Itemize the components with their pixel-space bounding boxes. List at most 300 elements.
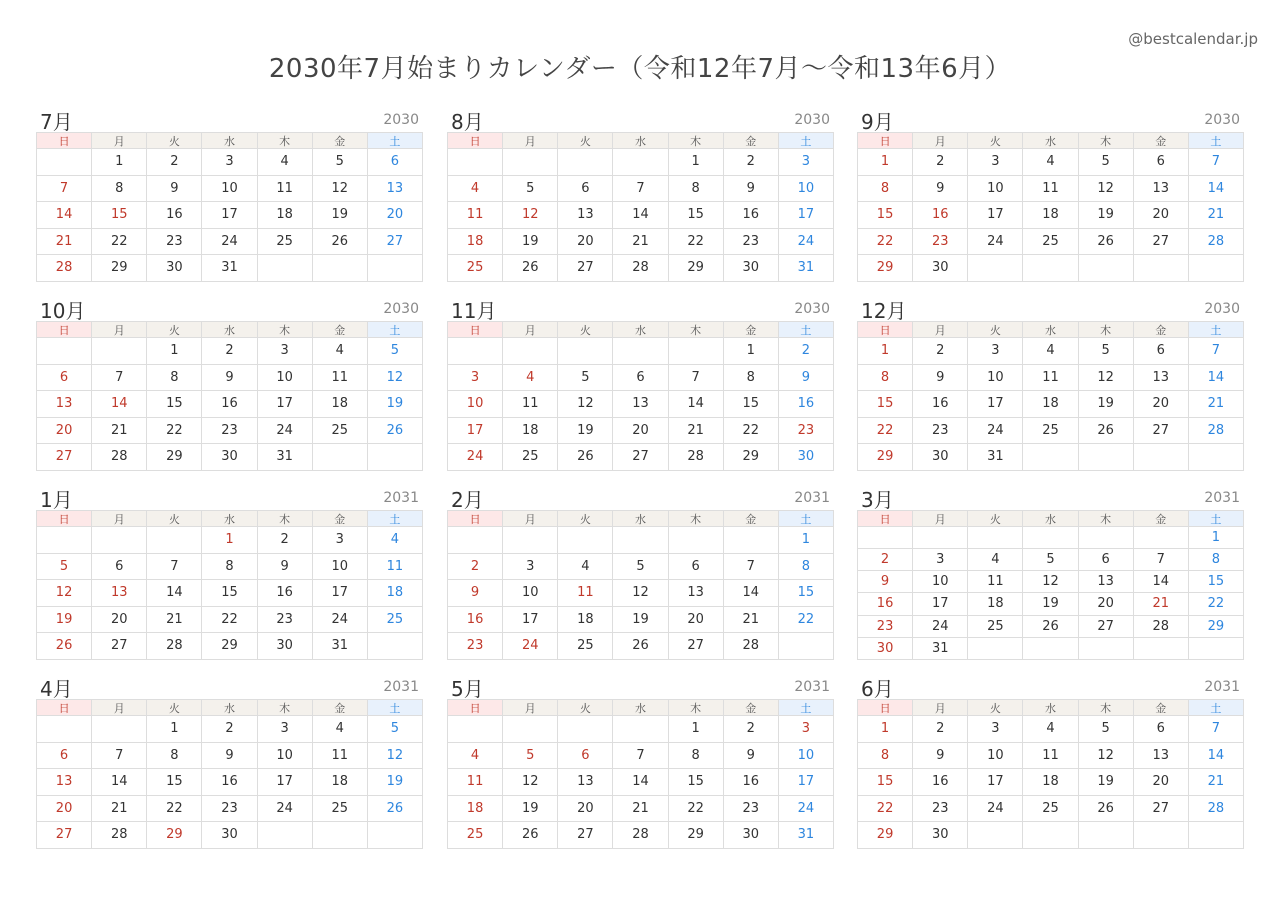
day-cell: 11 <box>257 176 312 203</box>
day-cell: 23 <box>723 229 778 256</box>
day-cell: 19 <box>502 229 557 256</box>
month-name: 5月 <box>451 677 484 701</box>
day-cell <box>967 638 1022 660</box>
day-cell: 19 <box>367 391 423 418</box>
month-block <box>857 293 1244 473</box>
day-cell: 16 <box>447 607 502 634</box>
week-row <box>36 743 423 770</box>
weekday-label: 月 <box>912 321 967 338</box>
week-row <box>857 822 1244 849</box>
day-cell: 18 <box>312 769 367 796</box>
day-cell: 14 <box>612 769 667 796</box>
week-row <box>36 796 423 823</box>
day-cell: 16 <box>201 769 256 796</box>
week-row <box>447 633 834 660</box>
day-cell: 6 <box>1133 716 1188 743</box>
day-cell: 3 <box>257 338 312 365</box>
week-row <box>36 554 423 581</box>
day-cell: 1 <box>668 716 723 743</box>
weekday-label: 土 <box>1188 510 1244 527</box>
day-cell: 30 <box>723 255 778 282</box>
day-cell: 13 <box>36 391 91 418</box>
weekday-label: 土 <box>778 132 834 149</box>
day-cell: 1 <box>668 149 723 176</box>
day-cell: 9 <box>201 743 256 770</box>
day-cell: 11 <box>367 554 423 581</box>
weekday-header <box>447 510 834 527</box>
day-cell <box>1022 638 1077 660</box>
day-cell: 30 <box>201 822 256 849</box>
day-cell: 18 <box>1022 769 1077 796</box>
weekday-label: 日 <box>447 132 502 149</box>
weekday-label: 金 <box>312 132 367 149</box>
day-cell: 16 <box>723 769 778 796</box>
day-cell <box>1188 255 1244 282</box>
day-cell: 13 <box>1078 571 1133 593</box>
day-cell: 13 <box>557 202 612 229</box>
day-cell: 3 <box>447 365 502 392</box>
weekday-label: 月 <box>912 132 967 149</box>
day-cell: 12 <box>612 580 667 607</box>
day-cell: 30 <box>912 444 967 471</box>
day-cell: 3 <box>967 149 1022 176</box>
day-cell: 31 <box>778 822 834 849</box>
weekday-label: 金 <box>1133 699 1188 716</box>
day-cell: 12 <box>557 391 612 418</box>
day-cell: 9 <box>723 743 778 770</box>
weekday-label: 水 <box>612 321 667 338</box>
day-cell: 25 <box>557 633 612 660</box>
day-cell: 18 <box>1022 391 1077 418</box>
weekday-label: 水 <box>1022 510 1077 527</box>
day-cell: 30 <box>146 255 201 282</box>
calendar-grid <box>36 104 1244 864</box>
day-cell: 23 <box>201 418 256 445</box>
month-name: 2月 <box>451 488 484 512</box>
week-row <box>857 616 1244 638</box>
weekday-label: 火 <box>557 132 612 149</box>
day-cell: 4 <box>1022 338 1077 365</box>
day-cell: 23 <box>912 418 967 445</box>
day-cell: 6 <box>36 365 91 392</box>
week-row <box>36 769 423 796</box>
day-cell <box>36 338 91 365</box>
month-name: 9月 <box>861 110 894 134</box>
day-cell: 10 <box>967 365 1022 392</box>
day-cell: 4 <box>1022 716 1077 743</box>
day-cell: 26 <box>1022 616 1077 638</box>
week-row <box>36 418 423 445</box>
month-name: 7月 <box>40 110 73 134</box>
day-cell: 6 <box>668 554 723 581</box>
day-cell: 11 <box>557 580 612 607</box>
day-cell: 31 <box>201 255 256 282</box>
day-cell <box>1188 638 1244 660</box>
day-cell: 17 <box>201 202 256 229</box>
weekday-label: 月 <box>91 699 146 716</box>
day-cell: 25 <box>447 255 502 282</box>
day-cell: 26 <box>612 633 667 660</box>
week-row <box>36 716 423 743</box>
day-cell: 10 <box>778 176 834 203</box>
day-cell: 15 <box>778 580 834 607</box>
day-cell: 24 <box>312 607 367 634</box>
day-cell: 26 <box>312 229 367 256</box>
day-cell: 14 <box>1188 743 1244 770</box>
weekday-label: 日 <box>447 699 502 716</box>
day-cell: 21 <box>91 796 146 823</box>
weekday-header <box>36 132 423 149</box>
month-header <box>36 104 423 132</box>
week-row <box>447 444 834 471</box>
day-cell <box>612 338 667 365</box>
day-cell: 26 <box>502 822 557 849</box>
day-cell: 15 <box>1188 571 1244 593</box>
day-cell: 26 <box>367 418 423 445</box>
day-cell: 17 <box>967 391 1022 418</box>
day-cell: 14 <box>146 580 201 607</box>
weekday-label: 月 <box>912 510 967 527</box>
day-cell: 7 <box>36 176 91 203</box>
day-cell <box>36 149 91 176</box>
day-cell: 5 <box>502 743 557 770</box>
day-cell: 12 <box>1078 365 1133 392</box>
day-cell: 3 <box>201 149 256 176</box>
weekday-header <box>857 132 1244 149</box>
day-cell: 13 <box>1133 176 1188 203</box>
week-row <box>36 365 423 392</box>
weekday-header <box>36 321 423 338</box>
day-cell: 3 <box>967 716 1022 743</box>
weekday-label: 水 <box>201 321 256 338</box>
day-cell: 9 <box>778 365 834 392</box>
day-cell: 28 <box>91 822 146 849</box>
day-cell: 10 <box>502 580 557 607</box>
day-cell: 4 <box>447 743 502 770</box>
day-cell: 14 <box>723 580 778 607</box>
day-cell: 2 <box>912 716 967 743</box>
weekday-label: 土 <box>778 699 834 716</box>
weekday-header <box>857 510 1244 527</box>
week-row <box>447 769 834 796</box>
week-row <box>36 255 423 282</box>
day-rows <box>857 149 1244 282</box>
day-cell: 11 <box>447 202 502 229</box>
day-cell: 6 <box>1133 149 1188 176</box>
day-cell: 24 <box>257 418 312 445</box>
day-cell: 29 <box>857 822 912 849</box>
day-cell: 21 <box>1188 769 1244 796</box>
day-cell: 20 <box>668 607 723 634</box>
day-cell: 13 <box>1133 743 1188 770</box>
day-cell: 28 <box>36 255 91 282</box>
day-rows <box>857 716 1244 849</box>
day-cell: 28 <box>612 255 667 282</box>
week-row <box>857 716 1244 743</box>
day-cell: 15 <box>723 391 778 418</box>
day-cell <box>1133 255 1188 282</box>
day-cell: 13 <box>557 769 612 796</box>
day-cell: 23 <box>912 796 967 823</box>
day-cell: 27 <box>1133 229 1188 256</box>
day-cell: 2 <box>201 716 256 743</box>
page-title: 2030年7月始まりカレンダー（令和12年7月〜令和13年6月） <box>268 54 1012 84</box>
day-cell <box>146 527 201 554</box>
day-cell: 4 <box>312 716 367 743</box>
weekday-label: 火 <box>146 321 201 338</box>
day-cell: 26 <box>1078 796 1133 823</box>
day-cell <box>447 527 502 554</box>
month-name: 11月 <box>451 299 497 323</box>
day-cell: 26 <box>367 796 423 823</box>
day-cell: 16 <box>257 580 312 607</box>
day-cell <box>1022 527 1077 549</box>
day-cell: 14 <box>36 202 91 229</box>
day-cell: 25 <box>1022 796 1077 823</box>
day-cell: 1 <box>857 149 912 176</box>
weekday-label: 土 <box>367 510 423 527</box>
day-cell: 12 <box>367 743 423 770</box>
day-cell: 14 <box>1188 365 1244 392</box>
day-cell: 22 <box>668 796 723 823</box>
day-cell: 17 <box>967 769 1022 796</box>
day-cell: 23 <box>146 229 201 256</box>
day-cell: 11 <box>502 391 557 418</box>
day-cell: 2 <box>447 554 502 581</box>
day-cell <box>367 444 423 471</box>
day-cell: 14 <box>1188 176 1244 203</box>
day-cell: 29 <box>146 822 201 849</box>
day-cell: 14 <box>612 202 667 229</box>
day-cell: 24 <box>257 796 312 823</box>
day-cell: 17 <box>257 391 312 418</box>
weekday-label: 日 <box>857 132 912 149</box>
weekday-label: 火 <box>557 321 612 338</box>
day-cell: 25 <box>1022 229 1077 256</box>
day-cell: 15 <box>146 391 201 418</box>
month-name: 8月 <box>451 110 484 134</box>
day-cell <box>312 822 367 849</box>
day-cell: 12 <box>367 365 423 392</box>
day-cell: 26 <box>502 255 557 282</box>
day-cell: 21 <box>36 229 91 256</box>
week-row <box>447 176 834 203</box>
day-cell: 11 <box>312 365 367 392</box>
day-cell <box>91 716 146 743</box>
week-row <box>447 554 834 581</box>
day-rows <box>36 527 423 660</box>
day-cell: 5 <box>367 716 423 743</box>
day-cell: 5 <box>612 554 667 581</box>
weekday-label: 金 <box>723 699 778 716</box>
day-cell: 2 <box>857 549 912 571</box>
week-row <box>857 176 1244 203</box>
weekday-label: 日 <box>36 699 91 716</box>
day-cell: 25 <box>257 229 312 256</box>
weekday-header <box>36 510 423 527</box>
day-cell: 5 <box>1078 338 1133 365</box>
day-cell: 13 <box>367 176 423 203</box>
month-name: 3月 <box>861 488 894 512</box>
weekday-label: 月 <box>91 321 146 338</box>
weekday-label: 日 <box>857 699 912 716</box>
week-row <box>36 633 423 660</box>
month-name: 1月 <box>40 488 73 512</box>
month-header <box>36 482 423 510</box>
day-cell: 8 <box>91 176 146 203</box>
day-cell <box>612 716 667 743</box>
weekday-header <box>447 321 834 338</box>
day-cell <box>912 527 967 549</box>
day-cell: 10 <box>967 176 1022 203</box>
weekday-label: 木 <box>1078 699 1133 716</box>
week-row <box>447 580 834 607</box>
weekday-label: 日 <box>857 321 912 338</box>
day-cell: 25 <box>1022 418 1077 445</box>
weekday-label: 月 <box>91 510 146 527</box>
weekday-header <box>447 132 834 149</box>
weekday-label: 土 <box>1188 699 1244 716</box>
day-cell: 31 <box>257 444 312 471</box>
weekday-label: 日 <box>857 510 912 527</box>
day-cell: 12 <box>502 769 557 796</box>
weekday-label: 月 <box>502 699 557 716</box>
day-cell: 3 <box>778 716 834 743</box>
day-cell: 31 <box>778 255 834 282</box>
weekday-label: 水 <box>1022 321 1077 338</box>
day-cell: 16 <box>146 202 201 229</box>
day-cell: 15 <box>668 202 723 229</box>
weekday-label: 火 <box>967 321 1022 338</box>
day-cell: 17 <box>912 593 967 615</box>
month-name: 6月 <box>861 677 894 701</box>
day-cell: 4 <box>1022 149 1077 176</box>
day-cell: 23 <box>447 633 502 660</box>
week-row <box>447 365 834 392</box>
day-cell: 6 <box>557 176 612 203</box>
day-cell: 5 <box>1078 149 1133 176</box>
weekday-label: 水 <box>612 699 667 716</box>
month-header <box>36 671 423 699</box>
day-cell: 26 <box>1078 229 1133 256</box>
day-cell: 11 <box>447 769 502 796</box>
day-cell <box>502 338 557 365</box>
day-cell: 17 <box>967 202 1022 229</box>
weekday-label: 金 <box>312 321 367 338</box>
day-cell: 5 <box>1022 549 1077 571</box>
weekday-label: 火 <box>967 510 1022 527</box>
day-cell: 24 <box>447 444 502 471</box>
day-cell: 11 <box>967 571 1022 593</box>
day-rows <box>36 716 423 849</box>
day-cell <box>1188 822 1244 849</box>
day-cell: 7 <box>91 365 146 392</box>
month-block <box>36 104 423 284</box>
day-cell: 30 <box>778 444 834 471</box>
weekday-label: 水 <box>612 510 667 527</box>
day-cell: 28 <box>1188 796 1244 823</box>
weekday-label: 日 <box>447 321 502 338</box>
weekday-label: 金 <box>1133 321 1188 338</box>
weekday-label: 木 <box>257 510 312 527</box>
day-cell: 13 <box>1133 365 1188 392</box>
day-cell: 19 <box>36 607 91 634</box>
day-cell: 8 <box>1188 549 1244 571</box>
weekday-label: 金 <box>1133 510 1188 527</box>
day-cell: 7 <box>1133 549 1188 571</box>
weekday-label: 土 <box>778 321 834 338</box>
weekday-label: 火 <box>557 510 612 527</box>
month-header <box>36 293 423 321</box>
month-block <box>36 293 423 473</box>
month-block <box>447 671 834 851</box>
day-cell: 9 <box>912 176 967 203</box>
day-cell: 9 <box>146 176 201 203</box>
day-cell <box>1133 527 1188 549</box>
day-cell: 10 <box>967 743 1022 770</box>
day-cell: 20 <box>36 418 91 445</box>
weekday-header <box>857 699 1244 716</box>
weekday-label: 金 <box>723 321 778 338</box>
day-cell: 24 <box>502 633 557 660</box>
day-cell: 30 <box>201 444 256 471</box>
month-name: 4月 <box>40 677 73 701</box>
month-year: 2031 <box>1204 679 1240 695</box>
day-cell <box>557 338 612 365</box>
day-cell: 25 <box>312 796 367 823</box>
month-header <box>447 671 834 699</box>
day-cell: 7 <box>723 554 778 581</box>
day-cell: 25 <box>967 616 1022 638</box>
day-cell <box>91 527 146 554</box>
week-row <box>857 391 1244 418</box>
day-cell: 15 <box>857 391 912 418</box>
day-cell: 22 <box>778 607 834 634</box>
day-cell: 23 <box>201 796 256 823</box>
week-row <box>447 391 834 418</box>
day-cell: 27 <box>36 822 91 849</box>
day-cell: 17 <box>778 202 834 229</box>
day-cell: 31 <box>912 638 967 660</box>
day-cell: 27 <box>557 255 612 282</box>
month-year: 2031 <box>383 679 419 695</box>
day-cell: 2 <box>723 716 778 743</box>
weekday-label: 火 <box>146 510 201 527</box>
day-cell: 4 <box>557 554 612 581</box>
day-cell: 27 <box>612 444 667 471</box>
day-cell: 9 <box>257 554 312 581</box>
day-cell: 9 <box>447 580 502 607</box>
weekday-label: 土 <box>367 699 423 716</box>
month-header <box>447 104 834 132</box>
day-cell: 16 <box>857 593 912 615</box>
day-cell: 27 <box>1078 616 1133 638</box>
weekday-label: 土 <box>1188 132 1244 149</box>
weekday-label: 月 <box>502 510 557 527</box>
day-cell: 1 <box>778 527 834 554</box>
day-cell: 21 <box>91 418 146 445</box>
day-cell: 2 <box>723 149 778 176</box>
site-credit: @bestcalendar.jp <box>1128 30 1258 48</box>
day-cell: 2 <box>912 338 967 365</box>
day-cell <box>36 716 91 743</box>
day-cell: 10 <box>201 176 256 203</box>
day-cell: 11 <box>312 743 367 770</box>
day-cell: 19 <box>312 202 367 229</box>
month-header <box>857 671 1244 699</box>
day-cell: 3 <box>778 149 834 176</box>
day-cell: 22 <box>146 418 201 445</box>
